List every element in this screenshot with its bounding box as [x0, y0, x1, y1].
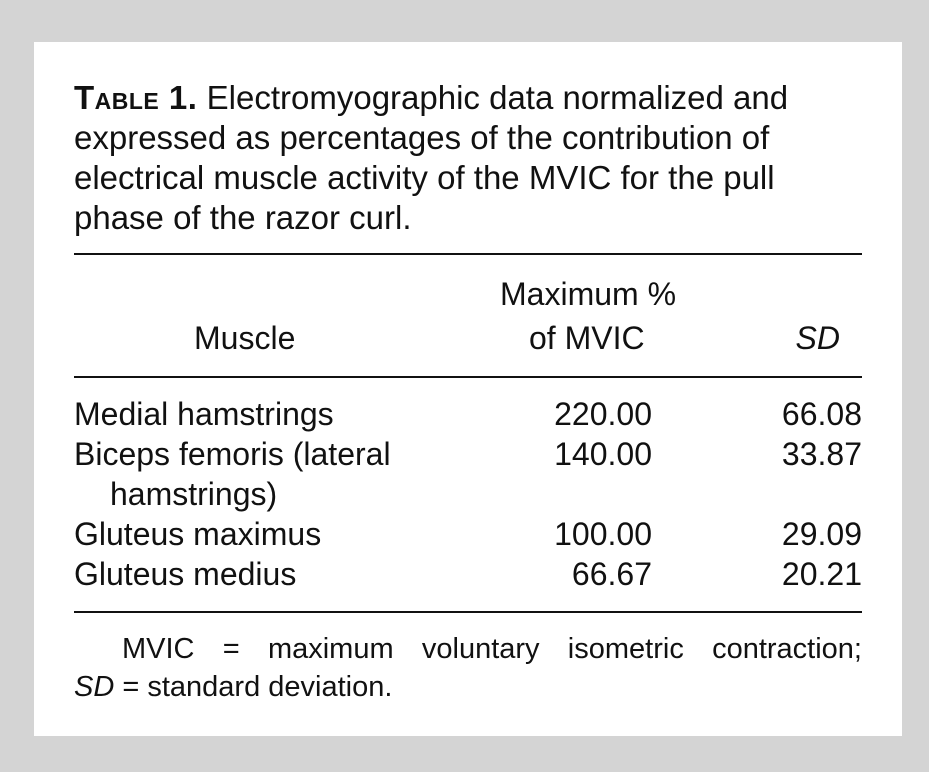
row-sd-value: 29.09 — [781, 516, 862, 552]
row-muscle: Gluteus medius — [74, 556, 297, 592]
table-footnote — [74, 630, 862, 706]
footnote-line1: MVIC = maximum voluntary isometric contraction; — [122, 633, 862, 665]
row-muscle: Gluteus maximus — [74, 516, 322, 552]
table-caption-text: Electromyographic data normalized and expressed as percentages of the contribution of electrical muscle activity of the MVIC for the pull phase of the razor curl. — [74, 79, 789, 236]
table-card — [34, 42, 902, 736]
row-maximum-value: 66.67 — [571, 556, 652, 592]
row-muscle: Medial hamstrings — [74, 396, 334, 432]
row-sd-value: 20.21 — [781, 556, 862, 592]
row-sd-value: 66.08 — [781, 396, 862, 432]
row-maximum-value: 220.00 — [554, 396, 652, 432]
row-maximum-value: 100.00 — [554, 516, 652, 552]
header-sd: SD — [795, 320, 840, 356]
row-sd-value: 33.87 — [781, 436, 862, 472]
footnote-sd-abbr: SD — [74, 671, 115, 703]
bottom-rule — [74, 611, 862, 613]
row-muscle-continued: hamstrings) — [110, 476, 278, 512]
row-muscle: Biceps femoris (lateral — [74, 436, 391, 472]
top-rule — [74, 253, 862, 255]
table-caption — [74, 78, 864, 238]
footnote-line2 — [74, 668, 862, 706]
row-maximum-value: 140.00 — [554, 436, 652, 472]
header-muscle: Muscle — [194, 320, 296, 356]
footnote-sd-definition: = standard deviation. — [114, 671, 393, 703]
header-maximum-line2: of MVIC — [529, 320, 645, 356]
header-rule — [74, 376, 862, 378]
table-label: Table 1. — [74, 79, 198, 116]
header-maximum-line1: Maximum % — [500, 276, 677, 312]
